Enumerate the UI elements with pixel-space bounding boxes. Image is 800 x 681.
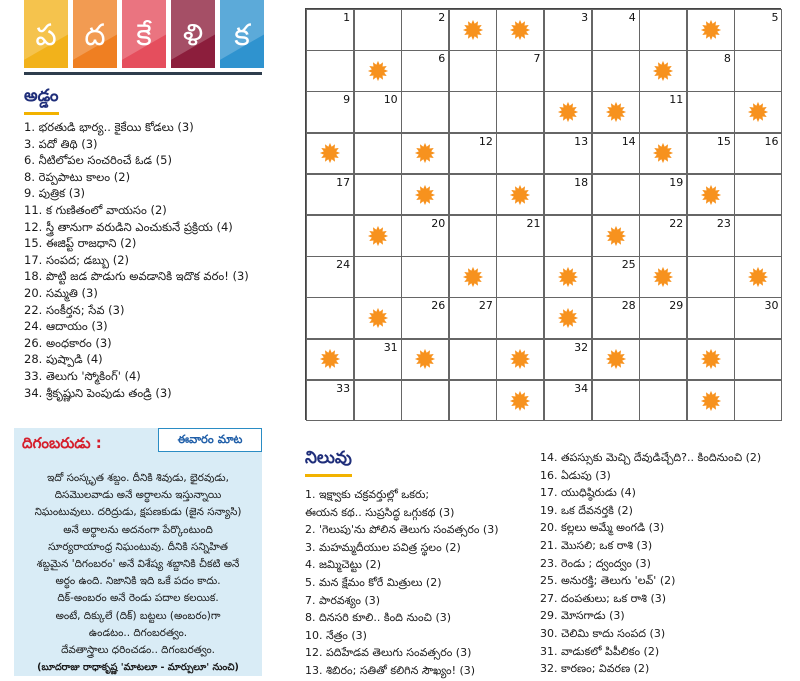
- clue-number: 11: [669, 93, 684, 107]
- clue-item: 14. తపస్సుకు మెచ్చి దేవుడిచ్చేది?.. కిందినుంచి (2): [540, 451, 762, 464]
- grid-cell[interactable]: [449, 215, 497, 257]
- word-of-week-heading: దిగంబరుడు :: [22, 434, 102, 452]
- clue-number: 31: [383, 340, 398, 354]
- crossword-grid[interactable]: [305, 8, 781, 420]
- grid-cell[interactable]: [687, 297, 735, 339]
- grid-cell[interactable]: [592, 133, 640, 175]
- grid-cell[interactable]: [449, 380, 497, 422]
- grid-cell[interactable]: [306, 50, 354, 92]
- clue-item: 34. శ్రీకృష్ణుని పెంపుడు తండ్రి (3): [24, 385, 172, 400]
- grid-cell[interactable]: [544, 9, 592, 51]
- grid-cell[interactable]: [639, 339, 687, 381]
- word-of-week-tag: ఈవారం మాట: [158, 428, 262, 452]
- clue-number: 27: [478, 299, 493, 313]
- grid-cell[interactable]: [544, 50, 592, 92]
- grid-cell[interactable]: [306, 256, 354, 298]
- clue-number: 7: [533, 52, 541, 66]
- blocked-cell: [592, 215, 640, 257]
- clue-item: 12. స్త్రీ తానుగా వరుడిని ఎంచుకునే ప్రక్రియ (4): [24, 219, 233, 234]
- grid-cell[interactable]: [592, 174, 640, 216]
- star-icon: [652, 266, 674, 288]
- title-tiles: [24, 0, 264, 72]
- grid-cell[interactable]: [592, 297, 640, 339]
- title-tile: [171, 0, 215, 68]
- blocked-cell: [306, 339, 354, 381]
- grid-cell[interactable]: [306, 297, 354, 339]
- grid-cell[interactable]: [687, 256, 735, 298]
- clue-item: 21. మొసలి; ఒక రాశి (3): [540, 538, 653, 552]
- grid-cell[interactable]: [544, 339, 592, 381]
- word-of-week-text: [18, 470, 258, 676]
- grid-cell[interactable]: [734, 133, 782, 175]
- blocked-cell: [401, 133, 449, 175]
- word-of-week-line: దిక్-అంబరం అనే రెండు పదాల కలయిక.: [57, 592, 219, 605]
- grid-cell[interactable]: [401, 91, 449, 133]
- word-of-week-line: నిఘంటువులు. దరిద్రుడు, క్షపణకుడు (జైన సన్యాసి): [34, 506, 242, 519]
- clue-number: 16: [764, 134, 779, 148]
- clue-number: 2: [438, 11, 446, 24]
- clue-item: 8. రెప్పపాటు కాలం (2): [24, 169, 131, 184]
- star-icon: [557, 266, 579, 288]
- star-icon: [367, 307, 389, 329]
- clue-item: 16. ఏడుపు (3): [540, 468, 611, 482]
- star-icon: [747, 266, 769, 288]
- down-clues-right: [540, 449, 761, 678]
- blocked-cell: [354, 215, 402, 257]
- grid-cell[interactable]: [592, 50, 640, 92]
- clue-item: 15. ఈజిప్ట్ రాజధాని (2): [24, 236, 137, 251]
- grid-cell[interactable]: [401, 215, 449, 257]
- clue-item: 22. సంకీర్తన; సేవ (3): [24, 302, 125, 317]
- star-icon: [700, 19, 722, 41]
- grid-cell[interactable]: [687, 91, 735, 133]
- grid-cell[interactable]: [639, 215, 687, 257]
- clue-item: 30. చెలిమి కాదు సంపద (3): [540, 626, 666, 640]
- title-tile-letter: క: [234, 18, 250, 53]
- clue-item: 23. రెండు ; ద్వంద్వం (3): [540, 556, 651, 570]
- down-heading: నిలువు: [305, 448, 352, 477]
- across-clues: [24, 119, 249, 401]
- clue-item: 25. అనురక్తి; తెలుగు 'లవ్' (2): [540, 574, 676, 588]
- grid-cell[interactable]: [496, 297, 544, 339]
- grid-cell[interactable]: [354, 9, 402, 51]
- blocked-cell: [687, 339, 735, 381]
- clue-number: 30: [764, 299, 779, 313]
- clue-item: 31. వాడుకలో పిపీలికం (2): [540, 644, 660, 658]
- grid-cell[interactable]: [592, 9, 640, 51]
- grid-cell[interactable]: [734, 50, 782, 92]
- grid-cell[interactable]: [354, 174, 402, 216]
- clue-item: 24. ఆదాయం (3): [24, 319, 108, 334]
- blocked-cell: [639, 133, 687, 175]
- blocked-cell: [496, 9, 544, 51]
- title-tile-letter: ప: [35, 18, 57, 53]
- across-heading: అడ్డం: [24, 86, 59, 115]
- grid-cell[interactable]: [496, 256, 544, 298]
- blocked-cell: [544, 91, 592, 133]
- blocked-cell: [496, 339, 544, 381]
- grid-cell[interactable]: [449, 91, 497, 133]
- grid-cell[interactable]: [639, 91, 687, 133]
- word-of-week-line: అంటే, దిక్కులే (దిక్) బట్టలు (అంబరం)గా: [55, 609, 221, 622]
- clue-number: 17: [336, 175, 351, 189]
- title-tile: [24, 0, 68, 68]
- clue-item: 27. దంపతులు; ఒక రాశి (3): [540, 591, 667, 605]
- star-icon: [509, 390, 531, 412]
- clue-item: 1. భరతుడి భార్య.. కైకేయి కోడలు (3): [24, 120, 194, 134]
- clue-item: 3. పదో తిథి (3): [24, 136, 98, 151]
- grid-cell[interactable]: [544, 133, 592, 175]
- star-icon: [367, 60, 389, 82]
- clue-item: 18. పొట్టి జడ పొడుగు అవడానికి ఇదొక వరం! (3): [24, 269, 249, 284]
- clue-item: 5. మన క్షేమం కోరే మిత్రులు (2): [305, 575, 442, 589]
- grid-cell[interactable]: [496, 133, 544, 175]
- title-underline: [24, 72, 262, 75]
- grid-cell[interactable]: [354, 133, 402, 175]
- title-tile-letter: ళి: [182, 18, 204, 53]
- grid-cell[interactable]: [496, 91, 544, 133]
- clue-number: 19: [669, 175, 684, 189]
- star-icon: [605, 225, 627, 247]
- star-icon: [557, 101, 579, 123]
- grid-cell[interactable]: [354, 91, 402, 133]
- clue-number: 8: [723, 52, 731, 66]
- clue-number: 25: [621, 258, 636, 272]
- grid-cell[interactable]: [639, 297, 687, 339]
- grid-cell[interactable]: [401, 256, 449, 298]
- clue-item: 12. పదిహేడవ తెలుగు సంవత్సరం (3): [305, 646, 472, 660]
- star-icon: [700, 348, 722, 370]
- grid-cell[interactable]: [687, 215, 735, 257]
- grid-cell[interactable]: [354, 380, 402, 422]
- star-icon: [319, 142, 341, 164]
- blocked-cell: [687, 174, 735, 216]
- blocked-cell: [687, 9, 735, 51]
- star-icon: [509, 348, 531, 370]
- title-tile-letter: ద: [84, 18, 106, 53]
- blocked-cell: [734, 91, 782, 133]
- star-icon: [319, 348, 341, 370]
- star-icon: [509, 19, 531, 41]
- grid-cell[interactable]: [306, 9, 354, 51]
- word-of-week-line: అనే అర్థాలను అదనంగా పేర్కొంటుంది: [63, 523, 213, 536]
- star-icon: [462, 19, 484, 41]
- grid-cell[interactable]: [734, 297, 782, 339]
- grid-cell[interactable]: [306, 215, 354, 257]
- word-of-week-line: దిసమొలవాడు అనే అర్థాలను ఇస్తున్నాయి: [54, 489, 222, 502]
- clue-item: 17. యుధిష్ఠిరుడు (4): [540, 486, 636, 500]
- clue-item: 8. దినసరి కూలి.. కింది నుంచి (3): [305, 611, 452, 625]
- grid-cell[interactable]: [544, 215, 592, 257]
- grid-cell[interactable]: [449, 339, 497, 381]
- clue-item: 1. ఇక్ష్వాకు చక్రవర్తుల్లో ఒకరు;: [305, 488, 430, 501]
- grid-cell[interactable]: [449, 174, 497, 216]
- star-icon: [605, 348, 627, 370]
- grid-cell[interactable]: [592, 380, 640, 422]
- clue-number: 6: [438, 52, 446, 66]
- clue-number: 15: [716, 134, 731, 148]
- grid-cell[interactable]: [401, 380, 449, 422]
- clue-number: 24: [336, 258, 351, 272]
- grid-cell[interactable]: [639, 174, 687, 216]
- blocked-cell: [734, 256, 782, 298]
- star-icon: [509, 184, 531, 206]
- grid-cell[interactable]: [449, 50, 497, 92]
- clue-number: 10: [383, 93, 398, 107]
- clue-item: 11. క గుణితంలో వాయసం (2): [24, 202, 167, 217]
- clue-item: 20. సమ్మతి (3): [24, 285, 98, 300]
- grid-cell[interactable]: [639, 9, 687, 51]
- clue-number: 4: [628, 11, 636, 24]
- grid-cell[interactable]: [734, 215, 782, 257]
- grid-cell[interactable]: [734, 9, 782, 51]
- clue-number: 28: [621, 299, 636, 313]
- clue-number: 14: [621, 134, 636, 148]
- clue-item: 10. నేత్రం (3): [305, 628, 367, 642]
- blocked-cell: [639, 256, 687, 298]
- blocked-cell: [354, 297, 402, 339]
- blocked-cell: [449, 256, 497, 298]
- star-icon: [747, 101, 769, 123]
- blocked-cell: [687, 380, 735, 422]
- title-tile: [73, 0, 117, 68]
- blocked-cell: [544, 256, 592, 298]
- word-of-week-line: దేవతాస్త్రాలు ధరించడం.. దిగంబరత్వం.: [61, 644, 215, 657]
- grid-cell[interactable]: [639, 380, 687, 422]
- title-tile: [122, 0, 166, 68]
- clue-number: 26: [431, 299, 446, 313]
- grid-cell[interactable]: [687, 50, 735, 92]
- grid-cell[interactable]: [734, 380, 782, 422]
- clue-item: ఈయన కథ.. సుప్రసిద్ధ ఒగ్గుకథ (3): [305, 505, 455, 519]
- star-icon: [700, 184, 722, 206]
- star-icon: [414, 184, 436, 206]
- clue-number: 12: [478, 134, 493, 148]
- word-of-week-line: సూర్యరాయాంధ్ర నిఘంటువు. దీనికి సన్నిహిత: [48, 540, 228, 553]
- blocked-cell: [592, 339, 640, 381]
- word-of-week-line: ఇదో సంస్కృత శబ్దం. దీనికి శివుడు, భైరవుడు,: [47, 472, 229, 484]
- grid-cell[interactable]: [496, 50, 544, 92]
- clue-number: 22: [669, 217, 684, 230]
- blocked-cell: [544, 297, 592, 339]
- clue-number: 1: [343, 11, 351, 24]
- grid-cell[interactable]: [306, 380, 354, 422]
- grid-cell[interactable]: [544, 380, 592, 422]
- clue-number: 9: [343, 93, 351, 107]
- clue-number: 21: [526, 217, 541, 230]
- clue-item: 32. కారణం; వివరణ (2): [540, 662, 650, 676]
- grid-cell[interactable]: [401, 50, 449, 92]
- grid-cell[interactable]: [354, 256, 402, 298]
- clue-item: 29. మోసగాడు (3): [540, 609, 625, 623]
- clue-item: 7. పారవశ్యం (3): [305, 593, 381, 607]
- blocked-cell: [401, 174, 449, 216]
- clue-number: 20: [431, 217, 446, 230]
- clue-number: 13: [574, 134, 589, 148]
- grid-cell[interactable]: [734, 174, 782, 216]
- grid-cell[interactable]: [592, 256, 640, 298]
- clue-number: 34: [574, 381, 589, 395]
- grid-cell[interactable]: [687, 133, 735, 175]
- clue-item: 28. పుష్పాడి (4): [24, 352, 103, 367]
- clue-item: 20. కల్లలు అమ్మే అంగడి (3): [540, 521, 665, 535]
- clue-item: 26. అంధకారం (3): [24, 335, 112, 350]
- blocked-cell: [496, 380, 544, 422]
- title-tile-letter: కే: [136, 18, 152, 53]
- clue-item: 3. మహమ్మదీయుల పవిత్ర స్థలం (2): [305, 540, 461, 554]
- blocked-cell: [401, 339, 449, 381]
- grid-cell[interactable]: [401, 297, 449, 339]
- star-icon: [414, 142, 436, 164]
- clue-item: 13. శిబిరం; సతితో కలిగిన సౌఖ్యం! (3): [305, 663, 476, 677]
- blocked-cell: [496, 174, 544, 216]
- blocked-cell: [354, 50, 402, 92]
- clue-item: 33. తెలుగు 'స్మోకింగ్' (4): [24, 368, 141, 383]
- word-of-week-source: (బూదరాజు రాధాకృష్ణ 'మాటలూ - మార్పులూ' నుంచి): [37, 662, 239, 674]
- clue-number: 23: [716, 217, 731, 230]
- clue-item: 4. జమ్మిచెట్టు (2): [305, 558, 381, 572]
- blocked-cell: [639, 50, 687, 92]
- clue-number: 32: [574, 340, 589, 354]
- grid-cell[interactable]: [496, 215, 544, 257]
- clue-item: 19. ఒక దేవనర్తకి (2): [540, 503, 633, 517]
- word-of-week-line: శబ్దమైన 'దిగంబరం' అనే విశేష్య శబ్దానికి చీకటి అనే: [36, 558, 240, 571]
- blocked-cell: [592, 91, 640, 133]
- star-icon: [414, 348, 436, 370]
- clue-number: 18: [574, 175, 589, 189]
- grid-cell[interactable]: [734, 339, 782, 381]
- clue-number: 5: [771, 11, 779, 24]
- blocked-cell: [449, 9, 497, 51]
- grid-cell[interactable]: [354, 339, 402, 381]
- grid-cell[interactable]: [449, 133, 497, 175]
- clue-number: 33: [336, 381, 351, 395]
- star-icon: [462, 266, 484, 288]
- clue-number: 29: [669, 299, 684, 313]
- blocked-cell: [306, 133, 354, 175]
- down-clues-left: [305, 486, 499, 680]
- clue-item: 2. 'గెలుపు'ను పోలిన తెలుగు సంవత్సరం (3): [305, 523, 499, 537]
- grid-cell[interactable]: [544, 174, 592, 216]
- title-tile: [220, 0, 264, 68]
- grid-cell[interactable]: [306, 91, 354, 133]
- star-icon: [605, 101, 627, 123]
- star-icon: [367, 225, 389, 247]
- clue-item: 6. నీటిలోపల సంచరించే ఓడ (5): [24, 153, 172, 168]
- clue-item: 9. పుత్రిక (3): [24, 186, 86, 201]
- star-icon: [652, 142, 674, 164]
- word-of-week-line: ఉండటం.. దిగంబరత్వం.: [88, 626, 188, 639]
- grid-cell[interactable]: [306, 174, 354, 216]
- star-icon: [557, 307, 579, 329]
- star-icon: [700, 390, 722, 412]
- clue-number: 3: [581, 11, 589, 24]
- grid-cell[interactable]: [401, 9, 449, 51]
- star-icon: [652, 60, 674, 82]
- clue-item: 17. సంపద; డబ్బు (2): [24, 252, 129, 267]
- grid-cell[interactable]: [449, 297, 497, 339]
- word-of-week-line: అర్థం ఉంది. నిజానికి ఇది ఒకే పదం కాదు.: [55, 575, 221, 588]
